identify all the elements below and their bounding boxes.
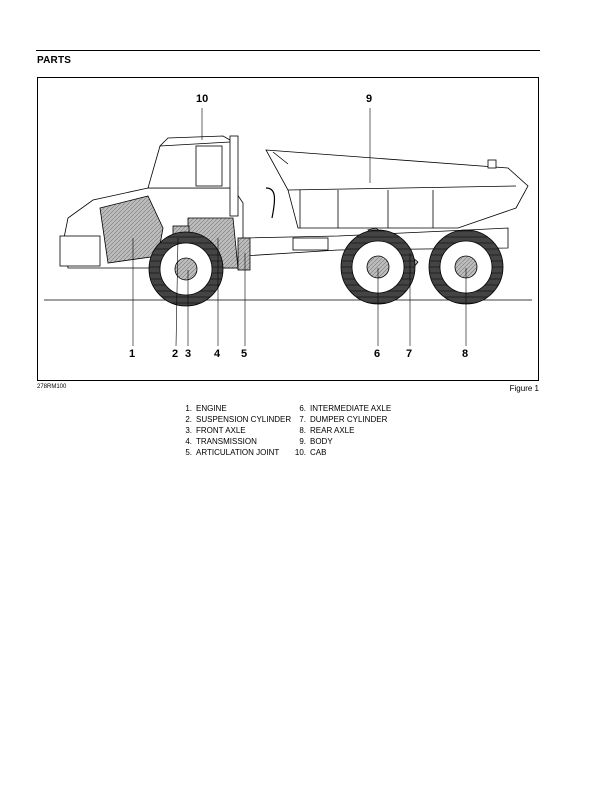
- legend-item: [286, 436, 391, 447]
- legend-label: INTERMEDIATE AXLE: [310, 404, 392, 413]
- parts-legend-left: [172, 403, 291, 458]
- callout-7: 7: [406, 348, 413, 360]
- legend-item: [172, 436, 291, 447]
- legend-label: FRONT AXLE: [196, 426, 246, 435]
- legend-item: [286, 414, 391, 425]
- figure-code: 278RM100: [37, 384, 67, 390]
- legend-label: REAR AXLE: [310, 426, 355, 435]
- legend-label: ENGINE: [196, 404, 227, 413]
- callout-8: 8: [462, 348, 469, 360]
- legend-item: [172, 447, 291, 458]
- legend-number: 5.: [185, 448, 192, 457]
- callout-3: 3: [185, 348, 192, 360]
- callout-5: 5: [241, 348, 248, 360]
- callout-6: 6: [374, 348, 381, 360]
- callout-9: 9: [366, 93, 373, 105]
- top-rule: [36, 50, 540, 51]
- dump-body-drawing: [266, 150, 528, 228]
- callout-1: 1: [129, 348, 136, 360]
- legend-item: [172, 414, 291, 425]
- legend-item: [286, 447, 391, 458]
- legend-item: [172, 425, 291, 436]
- section-heading: PARTS: [37, 55, 72, 66]
- legend-number: 2.: [185, 415, 192, 424]
- parts-legend-right: [286, 403, 391, 458]
- callout-4: 4: [214, 348, 221, 360]
- legend-label: CAB: [310, 448, 327, 457]
- articulated-dump-truck-illustration: [38, 78, 538, 380]
- legend-number: 4.: [185, 437, 192, 446]
- legend-label: ARTICULATION JOINT: [196, 448, 280, 457]
- figure-caption: Figure 1: [509, 384, 539, 393]
- exhaust-pipe: [266, 188, 274, 218]
- legend-item: [286, 403, 391, 414]
- legend-number: 10.: [294, 448, 306, 457]
- legend-label: BODY: [310, 437, 333, 446]
- legend-number: 7.: [299, 415, 306, 424]
- legend-number: 1.: [185, 404, 192, 413]
- legend-item: [286, 425, 391, 436]
- callout-10: 10: [196, 93, 209, 105]
- legend-label: SUSPENSION CYLINDER: [196, 415, 292, 424]
- legend-number: 9.: [299, 437, 306, 446]
- parts-figure: [37, 77, 539, 381]
- legend-number: 3.: [185, 426, 192, 435]
- legend-label: DUMPER CYLINDER: [310, 415, 388, 424]
- legend-item: [172, 403, 291, 414]
- legend-label: TRANSMISSION: [196, 437, 257, 446]
- legend-number: 6.: [299, 404, 306, 413]
- legend-number: 8.: [299, 426, 306, 435]
- callout-2: 2: [172, 348, 179, 360]
- front-wheel: [149, 232, 223, 306]
